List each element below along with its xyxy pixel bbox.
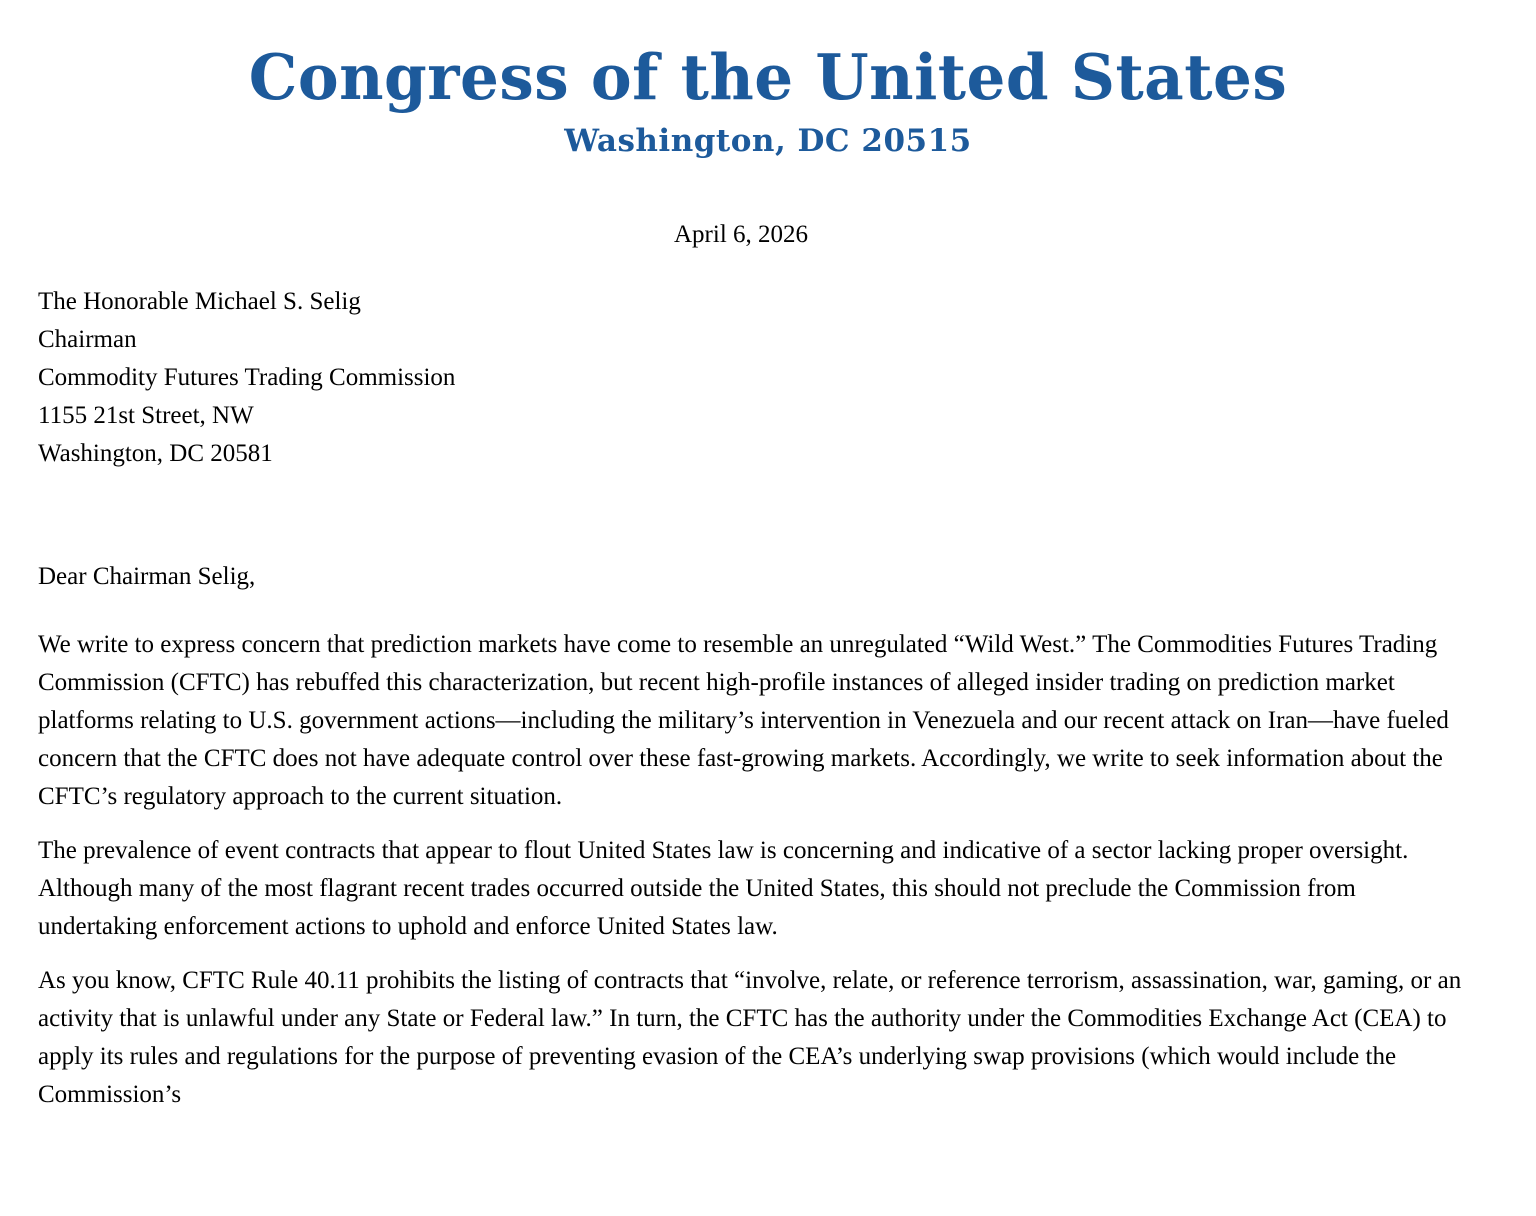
letterhead — [0, 40, 1536, 160]
salutation: Dear Chairman Selig, — [38, 563, 256, 590]
letterhead-title: Congress of the United States — [248, 40, 1288, 114]
body-paragraph-1: We write to express concern that prediction markets have come to resemble an unregulated “Wild West.” The Commodities Futures Trading Commission (CFTC) has rebuffed this characterization, but recent high-profile instances of alleged insider trading on prediction market platforms relating to U.S. government actions—including the military’s intervention in Venezuela and our recent attack on Iran—have fueled concern that the CFTC does not have adequate control over these fast-growing markets. Accordingly, we write to seek information about the CFTC’s regulatory approach to the current situation. — [38, 631, 1449, 810]
recipient-line-name: The Honorable Michael S. Selig — [38, 288, 361, 315]
recipient-line-agency: Commodity Futures Trading Commission — [38, 364, 456, 391]
letter-body — [38, 558, 1466, 1114]
recipient-address-block — [38, 283, 455, 473]
letterhead-subtitle: Washington, DC 20515 — [564, 123, 972, 160]
recipient-line-street: 1155 21st Street, NW — [38, 402, 254, 429]
letter-date: April 6, 2026 — [674, 221, 809, 248]
body-paragraph-2: The prevalence of event contracts that appear to flout United States law is concerning and indicative of a sector lacking proper oversight. Although many of the most flagrant recent trades occurred outside the United States, this should not preclude the Commission from undertaking enforcement actions to uphold and enforce United States law. — [38, 837, 1409, 940]
recipient-line-city-state-zip: Washington, DC 20581 — [38, 440, 273, 467]
body-paragraph-3: As you know, CFTC Rule 40.11 prohibits the listing of contracts that “involve, relate, or reference terrorism, assassination, war, gaming, or an activity that is unlawful under any State or Federal law.” In turn, the CFTC has the authority under the Commodities Exchange Act (CEA) to apply its rules and regulations for the purpose of preventing evasion of the CEA’s underlying swap provisions (which would include the Commission’s — [38, 967, 1462, 1108]
recipient-line-title: Chairman — [38, 326, 137, 353]
